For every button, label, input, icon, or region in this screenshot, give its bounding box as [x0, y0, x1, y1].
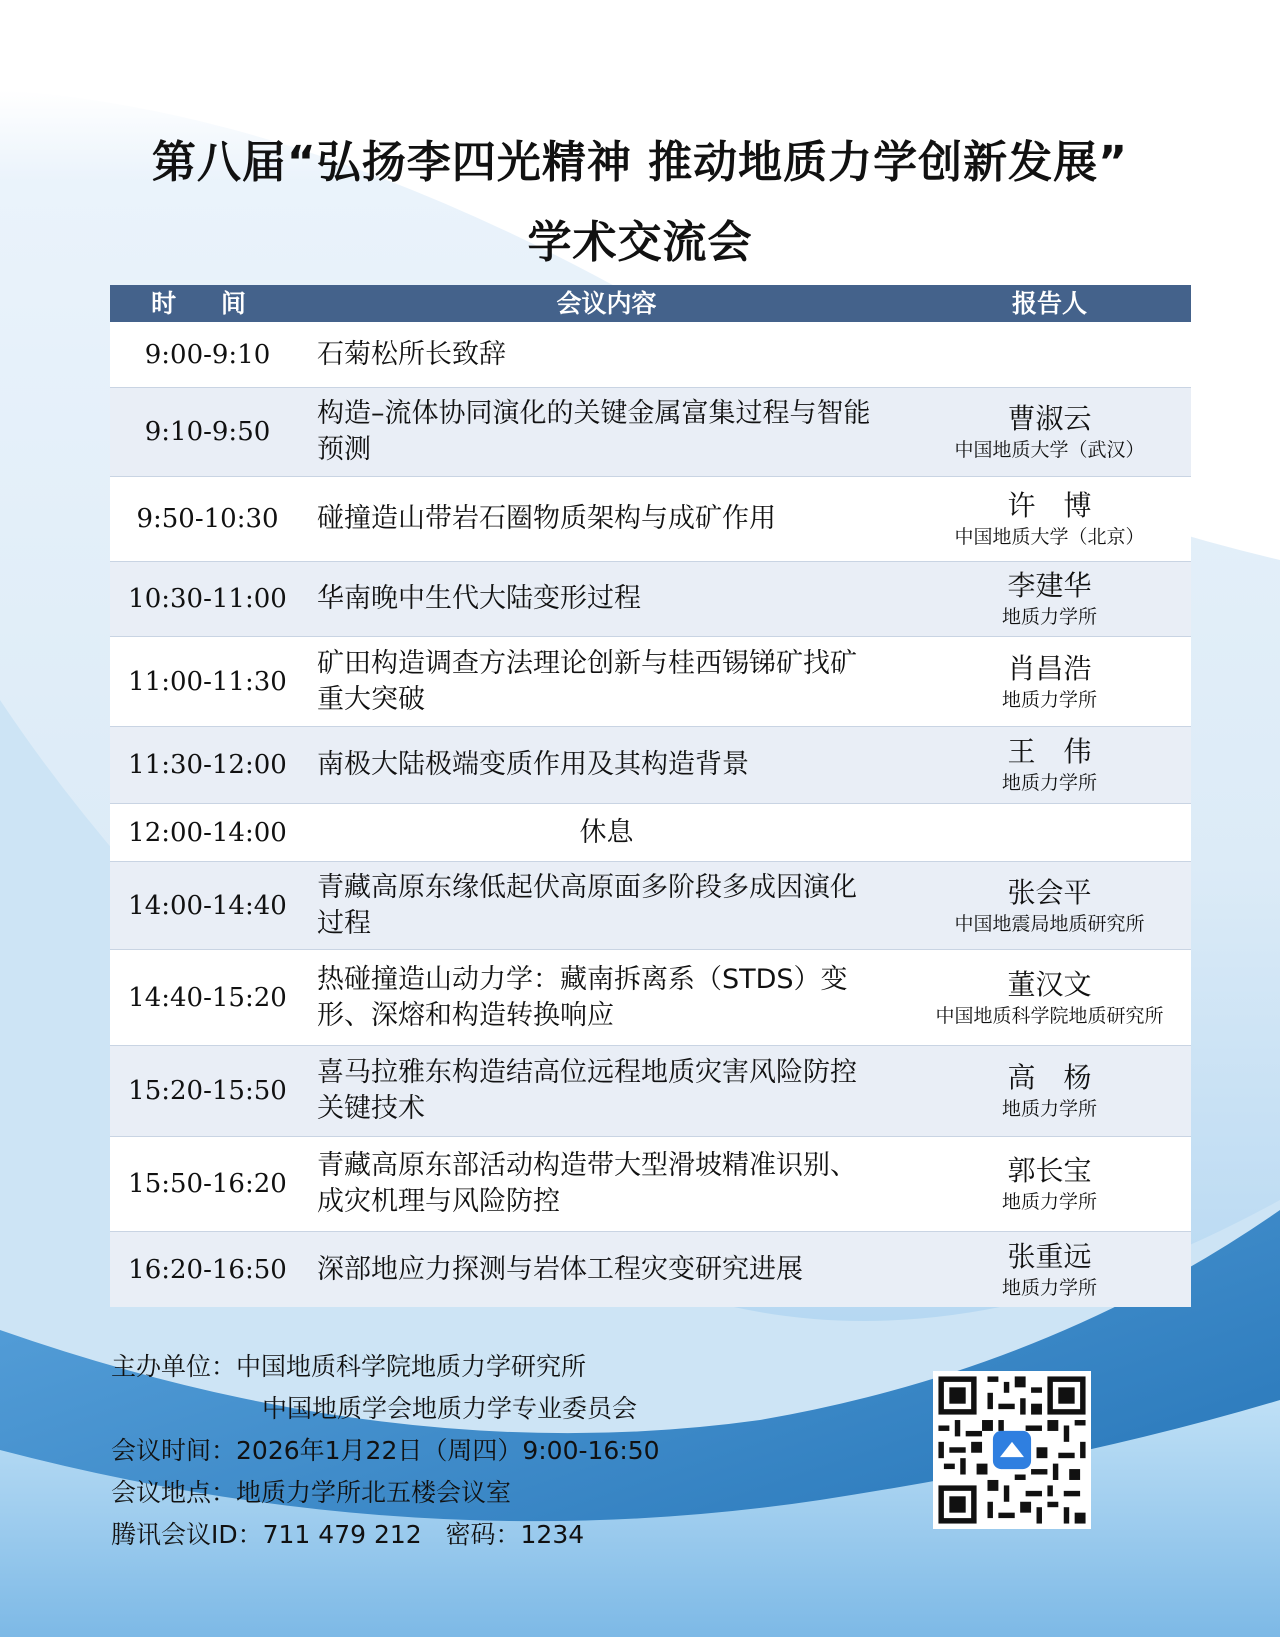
row-speaker: [908, 804, 1191, 861]
speaker-affiliation: 中国地质科学院地质研究所: [935, 1004, 1164, 1027]
row-speaker: [908, 1137, 1191, 1231]
meeting-place-line: [111, 1472, 511, 1514]
header-topic: 会议内容: [556, 289, 657, 318]
row-topic: 青藏高原东缘低起伏高原面多阶段多成因演化过程: [317, 871, 857, 939]
speaker-affiliation: 中国地质大学（北京）: [954, 526, 1145, 548]
row-speaker: [908, 727, 1191, 803]
time-label: 会议时间：: [111, 1436, 237, 1465]
row-topic: 石菊松所长致辞: [317, 338, 506, 370]
speaker-name: 董汉文: [1007, 967, 1092, 1001]
header-speaker: 报告人: [1011, 289, 1087, 318]
row-time: 11:00-11:30: [128, 666, 287, 697]
speaker-name: 许 博: [1007, 489, 1092, 522]
qr-code-icon[interactable]: [933, 1371, 1091, 1529]
place-value: 地质力学所北五楼会议室: [236, 1478, 512, 1507]
speaker-affiliation: 中国地质大学（武汉）: [954, 439, 1145, 461]
table-header: [110, 285, 1191, 322]
table-row: [110, 1046, 1191, 1137]
row-speaker: [908, 1046, 1191, 1136]
table-row: [110, 950, 1191, 1046]
row-topic: 华南晚中生代大陆变形过程: [317, 583, 641, 614]
speaker-name: 张重远: [1007, 1239, 1092, 1273]
row-time: 16:20-16:50: [128, 1254, 287, 1285]
organizer-2: 中国地质学会地质力学专业委员会: [262, 1394, 638, 1423]
row-time: 9:10-9:50: [144, 417, 271, 447]
schedule-table: [110, 285, 1191, 1307]
row-topic: 矿田构造调查方法理论创新与桂西锡锑矿找矿重大突破: [317, 647, 857, 715]
title-line-1: 第八届“弘扬李四光精神 推动地质力学创新发展”: [151, 137, 1129, 188]
row-speaker: [908, 1232, 1191, 1307]
title-line-2: 学术交流会: [527, 217, 753, 268]
speaker-name: 曹淑云: [1007, 402, 1092, 435]
row-speaker: [908, 950, 1191, 1045]
row-topic: 深部地应力探测与岩体工程灾变研究进展: [317, 1253, 803, 1285]
table-row: [110, 1232, 1191, 1307]
speaker-affiliation: 地质力学所: [1001, 606, 1097, 628]
organizer-line: [111, 1346, 586, 1388]
row-topic: 碰撞造山带岩石圈物质架构与成矿作用: [317, 503, 776, 534]
password-value: 1234: [520, 1520, 585, 1549]
row-speaker: [908, 388, 1191, 476]
row-topic: 南极大陆极端变质作用及其构造背景: [317, 749, 749, 780]
speaker-affiliation: 中国地震局地质研究所: [954, 912, 1145, 935]
table-row: [110, 477, 1191, 562]
row-time: 9:50-10:30: [136, 504, 279, 534]
row-topic: 休息: [579, 816, 634, 848]
organizer-line-2: [262, 1388, 637, 1430]
row-time: 9:00-9:10: [144, 339, 271, 370]
speaker-name: 高 杨: [1007, 1061, 1092, 1094]
row-topic: 构造–流体协同演化的关键金属富集过程与智能预测: [317, 398, 871, 465]
row-time: 11:30-12:00: [128, 750, 287, 780]
meeting-time-line: [111, 1430, 660, 1472]
row-time: 12:00-14:00: [128, 817, 287, 848]
speaker-affiliation: 地质力学所: [1001, 772, 1097, 794]
organizer-1: 中国地质科学院地质力学研究所: [236, 1352, 587, 1381]
table-row: [110, 322, 1191, 388]
row-speaker: [908, 562, 1191, 636]
speaker-name: 张会平: [1007, 875, 1092, 909]
row-time: 10:30-11:00: [128, 584, 287, 614]
speaker-name: 李建华: [1007, 569, 1092, 602]
speaker-affiliation: 地质力学所: [1001, 1191, 1097, 1213]
table-row: [110, 562, 1191, 637]
organizer-label: 主办单位：: [111, 1352, 237, 1381]
table-row: [110, 727, 1191, 804]
speaker-affiliation: 地质力学所: [1001, 688, 1097, 711]
tencent-meeting-line: [111, 1514, 584, 1556]
row-speaker: [908, 477, 1191, 561]
speaker-name: 郭长宝: [1007, 1154, 1092, 1187]
row-topic: 青藏高原东部活动构造带大型滑坡精准识别、成灾机理与风险防控: [317, 1150, 857, 1217]
table-row: [110, 804, 1191, 862]
row-speaker: [908, 862, 1191, 949]
row-topic: 喜马拉雅东构造结高位远程地质灾害风险防控关键技术: [317, 1057, 857, 1124]
speaker-name: 王 伟: [1007, 735, 1092, 768]
place-label: 会议地点：: [111, 1478, 237, 1507]
table-row: [110, 388, 1191, 477]
row-time: 14:40-15:20: [128, 982, 287, 1013]
table-row: [110, 1137, 1191, 1232]
table-row: [110, 862, 1191, 950]
speaker-affiliation: 地质力学所: [1001, 1276, 1097, 1299]
row-time: 15:50-16:20: [128, 1169, 287, 1199]
tencent-label: 腾讯会议ID：: [111, 1520, 263, 1549]
table-row: [110, 637, 1191, 727]
time-value: 2026年1月22日（周四）9:00-16:50: [236, 1436, 660, 1465]
row-time: 14:00-14:40: [128, 890, 287, 921]
speaker-affiliation: 地质力学所: [1001, 1098, 1097, 1120]
password-label: 密码：: [445, 1520, 521, 1549]
row-speaker: [908, 322, 1191, 387]
speaker-name: 肖昌浩: [1007, 651, 1092, 685]
row-topic: 热碰撞造山动力学：藏南拆离系（STDS）变形、深熔和构造转换响应: [317, 963, 848, 1031]
tencent-id: 711 479 212: [262, 1520, 422, 1549]
header-time: 时 间: [151, 289, 264, 318]
row-time: 15:20-15:50: [128, 1076, 287, 1106]
row-speaker: [908, 637, 1191, 726]
